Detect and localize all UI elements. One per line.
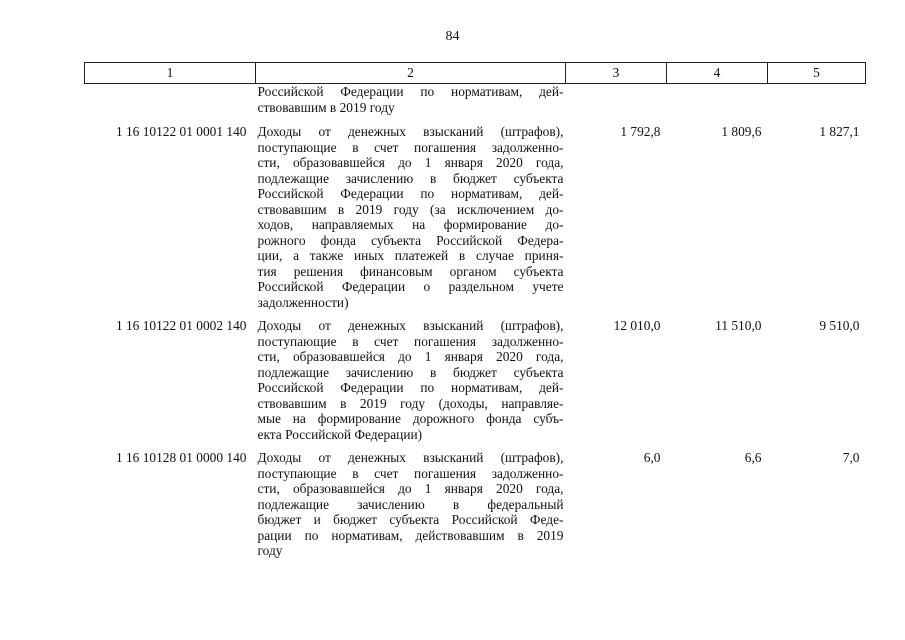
column-header-5: 5 [768, 63, 866, 84]
description-line: сти, образовавшейся до 1 января 2020 года, [257, 349, 564, 364]
description-line: Российской Федерации по нормативам, дей- [257, 84, 564, 99]
row-code: 1 16 10122 01 0002 140 [115, 318, 247, 333]
header-row [85, 63, 866, 84]
description-line: Российской Федерации по нормативам, дей- [257, 186, 564, 201]
description-line: ходов, направляемых на формирование до- [257, 217, 564, 232]
description-line: подлежащие зачислению в бюджет субъекта [257, 170, 564, 186]
column-header-1: 1 [85, 63, 256, 84]
description-line: ствовавшим в 2019 году (за исключением до- [257, 201, 564, 217]
description-line: поступающие в счет погашения задолженно- [257, 465, 564, 481]
description-line: подлежащие зачислению в бюджет субъекта [257, 364, 564, 380]
budget-table [84, 62, 866, 563]
row-value-3: 12 010,0 [613, 318, 661, 333]
row-code [85, 84, 256, 121]
description-line: бюджет и бюджет субъекта Российской Феде- [257, 512, 564, 527]
table-row [85, 446, 866, 563]
column-header-3: 3 [566, 63, 667, 84]
row-value-3: 1 792,8 [620, 124, 661, 139]
table-header [85, 63, 866, 84]
description-line: Доходы от денежных взысканий (штрафов), [257, 318, 564, 333]
row-value-5 [768, 84, 866, 121]
description-line: ции, а также иных платежей в случае приня- [257, 248, 564, 263]
description-line: сти, образовавшейся до 1 января 2020 года, [257, 481, 564, 496]
row-value-4: 11 510,0 [715, 318, 762, 333]
row-description [256, 84, 566, 121]
description-line: ствовавшим в 2019 году [257, 99, 395, 115]
table-row [85, 120, 866, 314]
description-line: Доходы от денежных взысканий (штрафов), [257, 450, 564, 465]
row-value-4 [667, 84, 768, 121]
column-header-2: 2 [256, 63, 566, 84]
row-description [256, 446, 566, 563]
description-line: подлежащие зачислению в федеральный [257, 496, 564, 512]
row-description [256, 120, 566, 314]
row-value-4: 1 809,6 [721, 124, 762, 139]
description-line: сти, образовавшейся до 1 января 2020 года, [257, 155, 564, 170]
row-value-3: 6,0 [643, 450, 661, 465]
description-line: тия решения финансовым органом субъекта [257, 263, 564, 279]
description-line: Доходы от денежных взысканий (штрафов), [257, 124, 564, 139]
row-value-5: 1 827,1 [819, 124, 860, 139]
description-line: ствовавшим в 2019 году (доходы, направляе- [257, 395, 564, 411]
description-line: рации по нормативам, действовавшим в 2019 [257, 527, 564, 543]
row-code: 1 16 10128 01 0000 140 [115, 450, 247, 465]
row-value-3 [566, 84, 667, 121]
description-line: рожного фонда субъекта Российской Федера- [257, 232, 564, 248]
description-line: мые на формирование дорожного фонда субъ- [257, 411, 564, 426]
description-line: задолженности) [257, 294, 349, 310]
table-row [85, 84, 866, 121]
row-value-5: 7,0 [842, 450, 860, 465]
row-value-4: 6,6 [744, 450, 762, 465]
row-code: 1 16 10122 01 0001 140 [115, 124, 247, 139]
column-header-4: 4 [667, 63, 768, 84]
table-body [85, 84, 866, 563]
description-line: поступающие в счет погашения задолженно- [257, 333, 564, 349]
row-description [256, 314, 566, 446]
row-value-5: 9 510,0 [819, 318, 860, 333]
page-number: 84 [445, 29, 460, 44]
description-line: Российской Федерации по нормативам, дей- [257, 380, 564, 395]
description-line: поступающие в счет погашения задолженно- [257, 139, 564, 155]
table-row [85, 314, 866, 446]
description-line: екта Российской Федерации) [257, 426, 423, 442]
description-line: Российской Федерации о раздельном учете [257, 279, 564, 294]
description-line: году [257, 543, 283, 558]
